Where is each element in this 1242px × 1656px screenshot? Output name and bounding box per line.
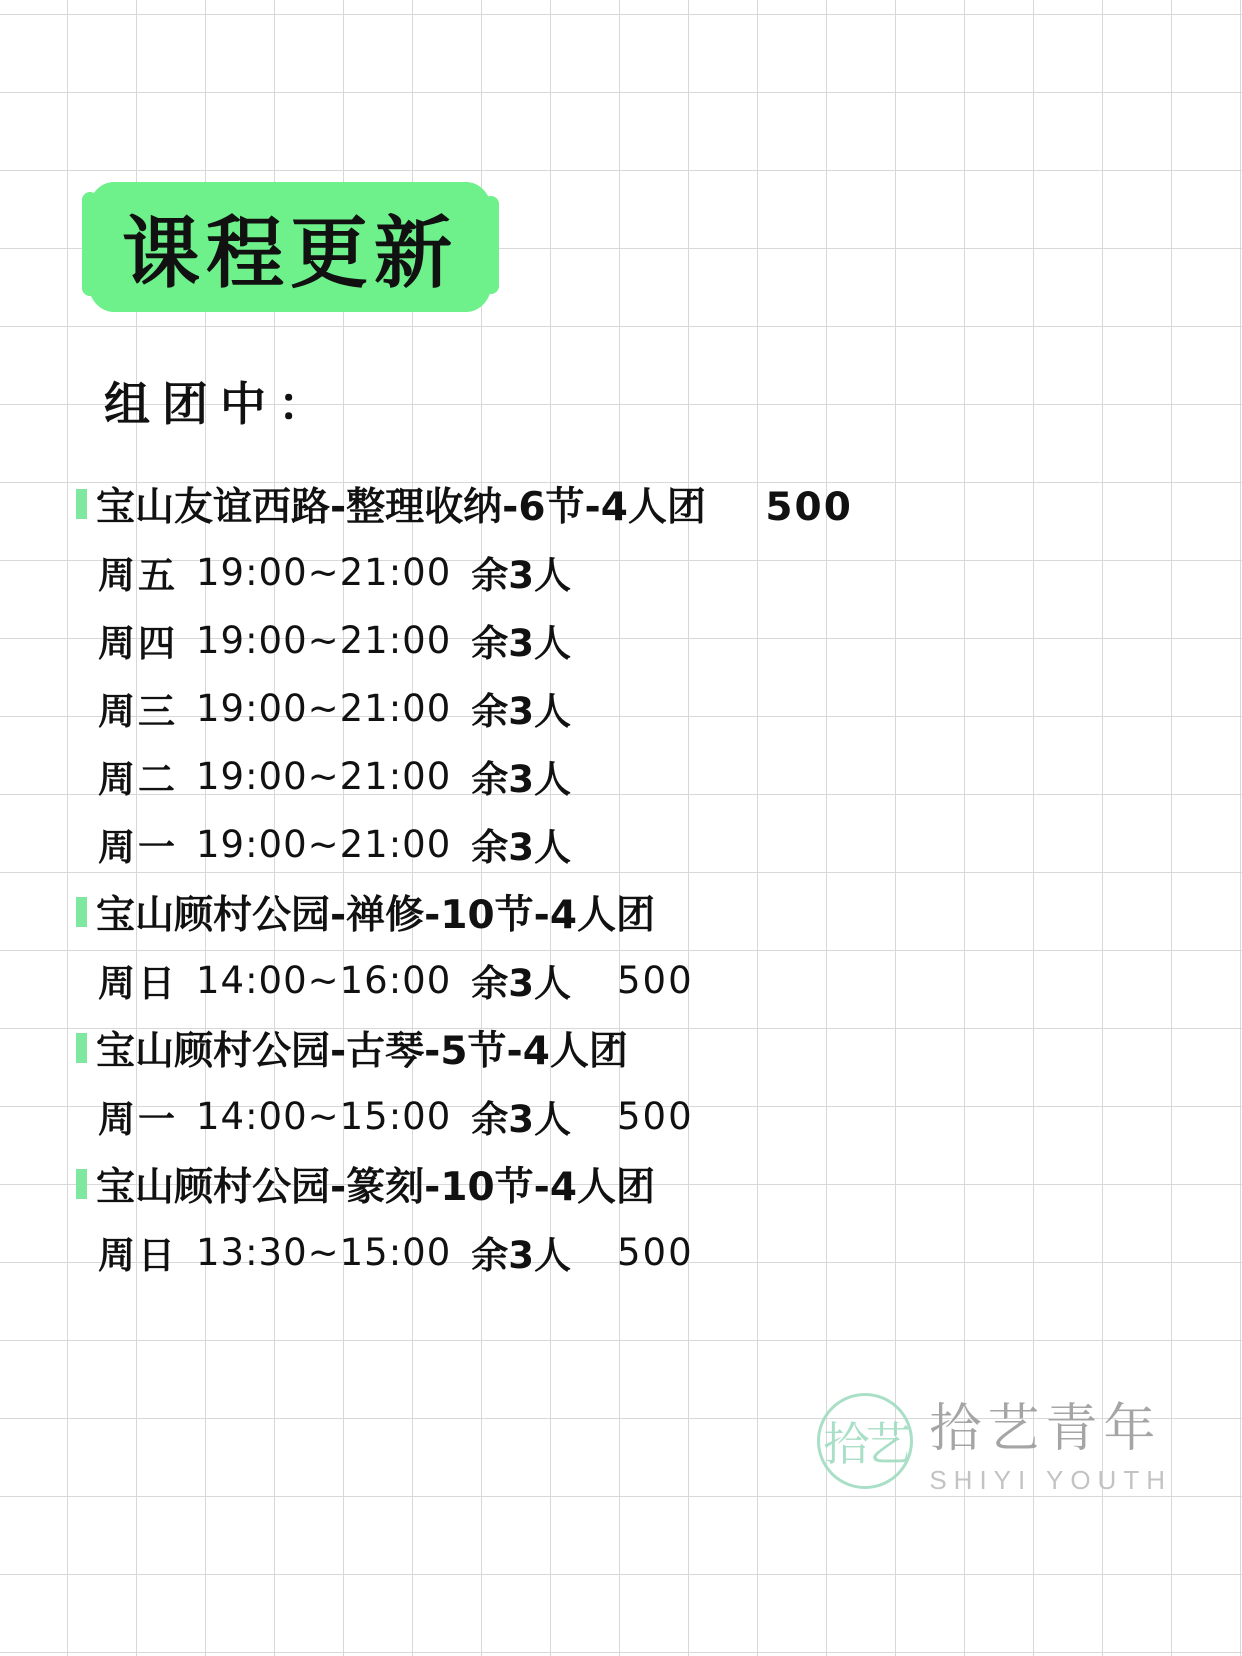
session-row — [76, 1218, 1176, 1286]
course-title — [96, 1020, 674, 1076]
session-day: 周二 — [98, 758, 178, 801]
bullet-marker-icon — [76, 489, 87, 519]
session-row — [76, 606, 1176, 674]
brand-name — [929, 1386, 1172, 1496]
session-seats: 余3人 — [471, 1234, 572, 1277]
session-time: 14:00~15:00 — [196, 1094, 452, 1138]
session-time: 19:00~21:00 — [196, 550, 452, 594]
course-price: 500 — [765, 485, 853, 530]
session-day: 周一 — [98, 1098, 178, 1141]
session-time: 19:00~21:00 — [196, 618, 452, 662]
brand-name-en: SHIYI YOUTH — [929, 1465, 1172, 1495]
course-title-row — [76, 470, 1176, 538]
course-title-row — [76, 1014, 1176, 1082]
course-title-text: 宝山顾村公园-古琴-5节-4人团 — [96, 1029, 628, 1074]
bullet-marker-icon — [76, 1169, 87, 1199]
session-row — [76, 674, 1176, 742]
watermark — [817, 1386, 1172, 1496]
session-row — [76, 810, 1176, 878]
page-title-text: 课程更新 — [121, 209, 458, 299]
course-block — [76, 878, 1176, 1014]
session-seats: 余3人 — [471, 622, 572, 665]
session-day: 周日 — [98, 1234, 178, 1277]
session-seats: 余3人 — [471, 554, 572, 597]
brand-name-cn: 拾艺青年 — [929, 1399, 1162, 1459]
course-title — [96, 476, 853, 532]
page-title — [88, 182, 492, 312]
brand-logo-icon — [817, 1393, 913, 1489]
session-seats: 余3人 — [471, 962, 572, 1005]
course-title-text: 宝山顾村公园-篆刻-10节-4人团 — [96, 1165, 655, 1210]
session-time: 14:00~16:00 — [196, 958, 452, 1002]
session-day: 周四 — [98, 622, 178, 665]
session-row — [76, 946, 1176, 1014]
course-title-text: 宝山顾村公园-禅修-10节-4人团 — [96, 893, 655, 938]
session-price: 500 — [617, 1230, 694, 1274]
course-title-row — [76, 878, 1176, 946]
session-time: 13:30~15:00 — [196, 1230, 452, 1274]
session-seats: 余3人 — [471, 1098, 572, 1141]
brand-logo-glyph: 拾艺 — [823, 1417, 908, 1471]
section-heading: 组团中： — [104, 377, 336, 431]
session-row — [76, 538, 1176, 606]
session-time: 19:00~21:00 — [196, 822, 452, 866]
course-block — [76, 1150, 1176, 1286]
session-day: 周日 — [98, 962, 178, 1005]
session-seats: 余3人 — [471, 758, 572, 801]
session-time: 19:00~21:00 — [196, 754, 452, 798]
session-price: 500 — [617, 958, 694, 1002]
course-list — [76, 470, 1176, 1286]
session-day: 周一 — [98, 826, 178, 869]
session-seats: 余3人 — [471, 826, 572, 869]
course-title — [96, 884, 701, 940]
session-day: 周三 — [98, 690, 178, 733]
course-title — [96, 1156, 701, 1212]
bullet-marker-icon — [76, 1033, 87, 1063]
session-row — [76, 742, 1176, 810]
session-price: 500 — [617, 1094, 694, 1138]
course-block — [76, 470, 1176, 878]
session-seats: 余3人 — [471, 690, 572, 733]
course-block — [76, 1014, 1176, 1150]
course-title-row — [76, 1150, 1176, 1218]
course-title-text: 宝山友谊西路-整理收纳-6节-4人团 — [96, 485, 706, 530]
session-day: 周五 — [98, 554, 178, 597]
bullet-marker-icon — [76, 897, 87, 927]
session-row — [76, 1082, 1176, 1150]
session-time: 19:00~21:00 — [196, 686, 452, 730]
